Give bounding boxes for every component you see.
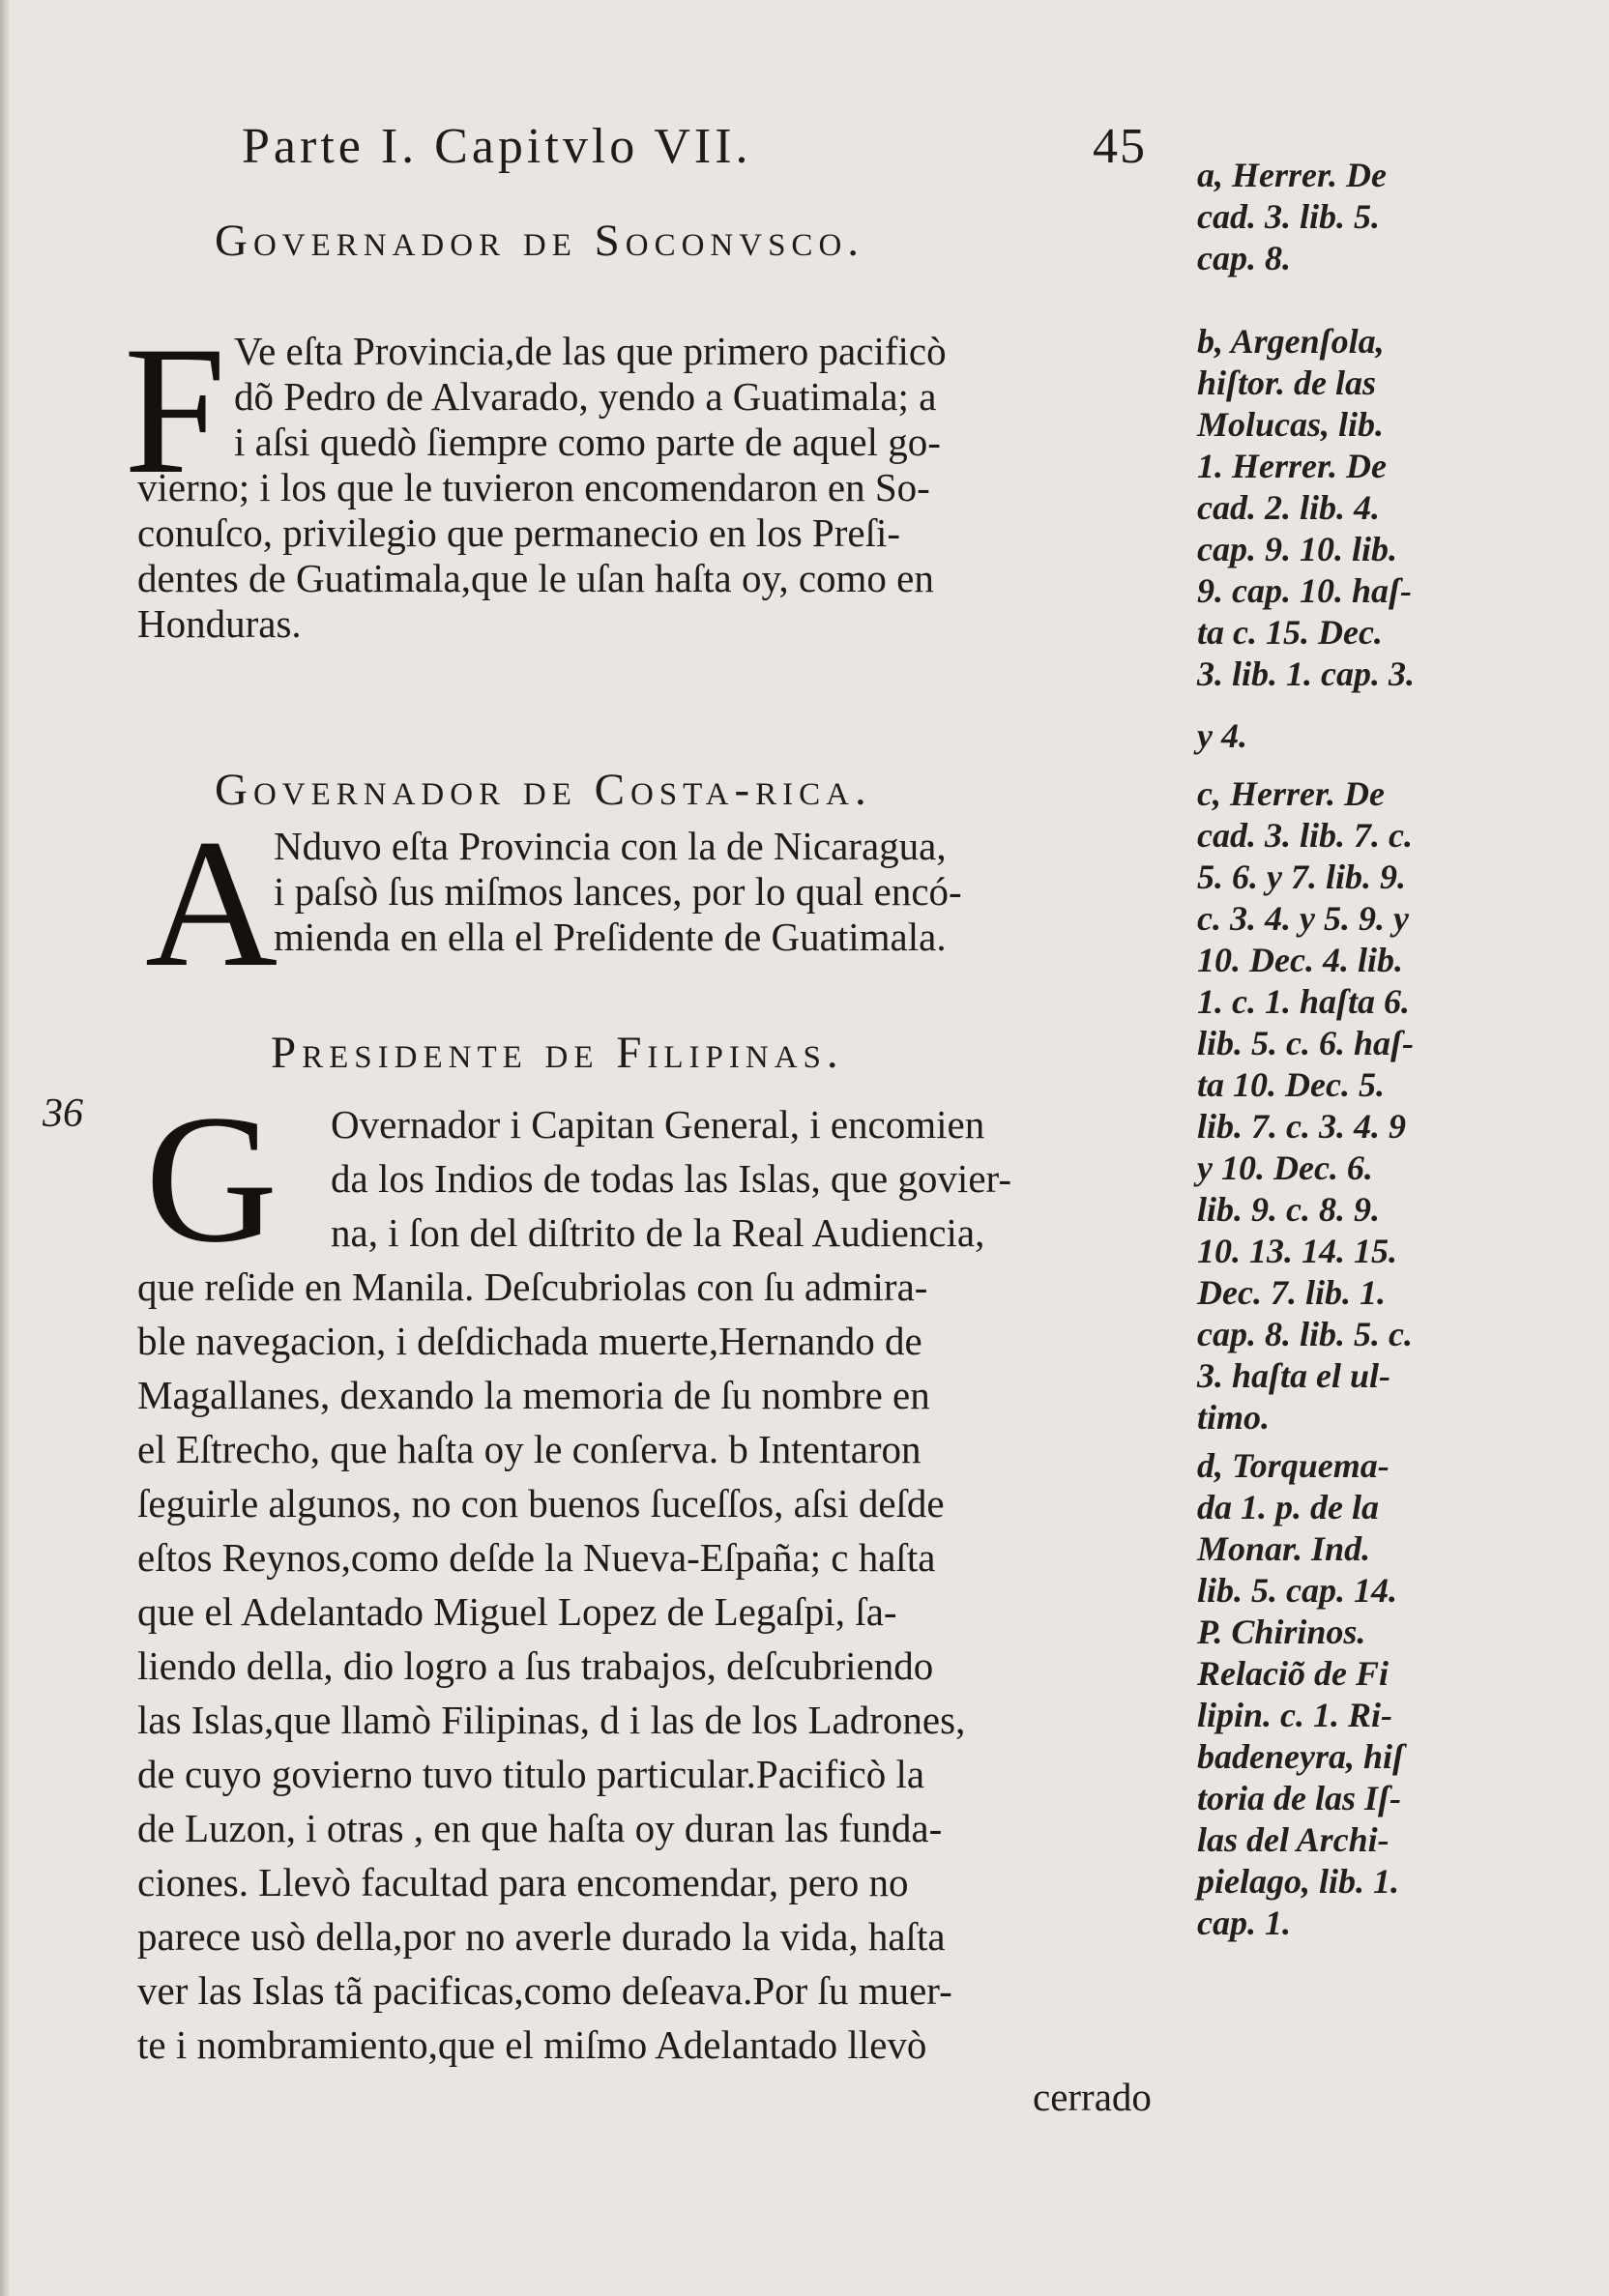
margin-note-line: P. Chirinos. (1197, 1613, 1366, 1651)
margin-note-line: cap. 8. lib. 5. c. (1197, 1315, 1413, 1353)
text-line: mienda en ella el Preſidente de Guatimala. (274, 915, 947, 959)
text-line: i aſsi quedò ſiempre como parte de aquel go- (234, 420, 941, 464)
margin-note-line: 10. Dec. 4. lib. (1197, 941, 1403, 979)
margin-note-line: ta c. 15. Dec. (1197, 613, 1383, 652)
text-line: dentes de Guatimala,que le uſan haſta oy, como en (137, 556, 934, 600)
margin-note-line: cad. 3. lib. 7. c. (1197, 816, 1413, 855)
text-line: ſeguirle algunos, no con buenos ſuceſſos, aſsi deſde (137, 1481, 945, 1526)
text-line: de Luzon, i otras , en que haſta oy duran las funda- (137, 1806, 943, 1850)
margin-note-line: cad. 2. lib. 4. (1197, 488, 1380, 527)
text-line: Honduras. (137, 601, 302, 646)
margin-note-line: 10. 13. 14. 15. (1197, 1232, 1397, 1270)
margin-note-line: toria de las Iſ- (1197, 1779, 1401, 1817)
page-binding-shadow (0, 0, 10, 2296)
margin-note-line: Monar. Ind. (1197, 1529, 1371, 1568)
margin-note-line: c, Herrer. De (1197, 774, 1385, 813)
text-line: te i nombramiento,que el miſmo Adelantado llevò (137, 2022, 927, 2067)
catchword: cerrado (1033, 2075, 1152, 2119)
margin-note-line: badeneyra, hiſ (1197, 1737, 1404, 1776)
text-line: conuſco, privilegio que permanecio en los Preſi- (137, 510, 901, 555)
text-line: na, i ſon del diſtrito de la Real Audiencia, (331, 1210, 985, 1255)
margin-note-line: cap. 1. (1197, 1904, 1291, 1942)
text-line: parece usò della,por no averle durado la vida, haſta (137, 1914, 946, 1959)
section-heading-costa-rica: Governador de Costa-rica. (215, 765, 872, 815)
text-line: da los Indios de todas las Islas, que govier- (331, 1156, 1012, 1201)
margin-note-line: lib. 5. cap. 14. (1197, 1571, 1397, 1610)
margin-note-line: hiſtor. de las (1197, 363, 1377, 402)
margin-note-line: 3. lib. 1. cap. 3. (1197, 654, 1415, 693)
margin-note-line: ta 10. Dec. 5. (1197, 1065, 1385, 1104)
text-line: vierno; i los que le tuvieron encomendaron en So- (137, 465, 930, 509)
section-body-costa-rica (274, 822, 1183, 967)
margin-note-line: y 10. Dec. 6. (1197, 1148, 1373, 1187)
text-line: de cuyo govierno tuvo titulo particular.Pacificò la (137, 1752, 925, 1796)
margin-note-line: cad. 3. lib. 5. (1197, 197, 1380, 236)
section-heading-filipinas: Presidente de Filipinas. (271, 1028, 844, 1078)
drop-cap-f: F (124, 309, 226, 512)
text-line: Nduvo eſta Provincia con la de Nicaragua, (274, 824, 947, 868)
margin-note-line: 9. cap. 10. haſ- (1197, 571, 1412, 610)
margin-note-line: timo. (1197, 1398, 1271, 1437)
running-head-title: Parte I. Capitvlo VII. (242, 119, 752, 174)
section-body-filipinas (137, 1100, 1191, 2067)
margin-note-line: 3. haſta el ul- (1197, 1356, 1391, 1395)
margin-note-line: 1. Herrer. De (1197, 447, 1387, 485)
text-line: que reſide en Manila. Deſcubriolas con ſu admira- (137, 1264, 928, 1309)
text-line: las Islas,que llamò Filipinas, d i las de los Ladrones, (137, 1698, 966, 1742)
margin-note-line: lipin. c. 1. Ri- (1197, 1696, 1393, 1734)
margin-note-line: 5. 6. y 7. lib. 9. (1197, 857, 1406, 896)
text-line: Ve eſta Provincia,de las que primero pacificò (234, 329, 947, 373)
margin-note-line: lib. 5. c. 6. haſ- (1197, 1024, 1414, 1062)
margin-note-line: a, Herrer. De (1197, 156, 1387, 194)
drop-cap-g: G (145, 1078, 278, 1281)
margin-note-line: lib. 7. c. 3. 4. 9 (1197, 1107, 1406, 1146)
margin-note-line: Dec. 7. lib. 1. (1197, 1273, 1386, 1312)
text-line: Overnador i Capitan General, i encomien (331, 1102, 985, 1147)
margin-number: 36 (43, 1091, 83, 1136)
margin-note-line: 1. c. 1. haſta 6. (1197, 982, 1410, 1021)
margin-note-line: d, Torquema- (1197, 1446, 1390, 1485)
margin-note-line: da 1. p. de la (1197, 1488, 1379, 1526)
text-line: el Eſtrecho, que haſta oy le conſerva. b Intentaron (137, 1427, 922, 1471)
text-line: que el Adelantado Miguel Lopez de Legaſpi, ſa- (137, 1589, 897, 1634)
text-line: dõ Pedro de Alvarado, yendo a Guatimala; a (234, 374, 937, 419)
text-line: Magallanes, dexando la memoria de ſu nombre en (137, 1373, 930, 1417)
margin-note-line: cap. 9. 10. lib. (1197, 530, 1397, 568)
margin-note-line: c. 3. 4. y 5. 9. y (1197, 899, 1409, 938)
text-line: eſtos Reynos,como deſde la Nueva-Eſpaña; c haſta (137, 1535, 936, 1580)
margin-note-line: Molucas, lib. (1197, 405, 1385, 444)
margin-note-line: pielago, lib. 1. (1197, 1862, 1399, 1901)
running-head (242, 118, 1170, 175)
margin-note-line: b, Argenſola, (1197, 322, 1385, 361)
section-body-soconusco (137, 327, 1191, 675)
text-line: ciones. Llevò facultad para encomendar, pero no (137, 1860, 909, 1904)
section-heading-soconusco: Governador de Soconvsco. (215, 216, 865, 266)
drop-cap-a: A (145, 802, 278, 1005)
page-number: 45 (1093, 119, 1147, 174)
text-line: liendo della, dio logro a ſus trabajos, deſcubriendo (137, 1643, 934, 1688)
margin-note-line: las del Archi- (1197, 1820, 1390, 1859)
margin-note-line: y 4. (1197, 716, 1247, 755)
text-line: ble navegacion, i deſdichada muerte,Hernando de (137, 1319, 922, 1363)
text-line: ver las Islas tã pacificas,como deſeava.Por ſu muer- (137, 1968, 952, 2013)
margin-note-line: lib. 9. c. 8. 9. (1197, 1190, 1380, 1229)
text-line: i paſsò ſus miſmos lances, por lo qual encó- (274, 869, 962, 914)
margin-note-line: Relaciõ de Fi (1197, 1654, 1389, 1693)
margin-note-line: cap. 8. (1197, 239, 1291, 277)
